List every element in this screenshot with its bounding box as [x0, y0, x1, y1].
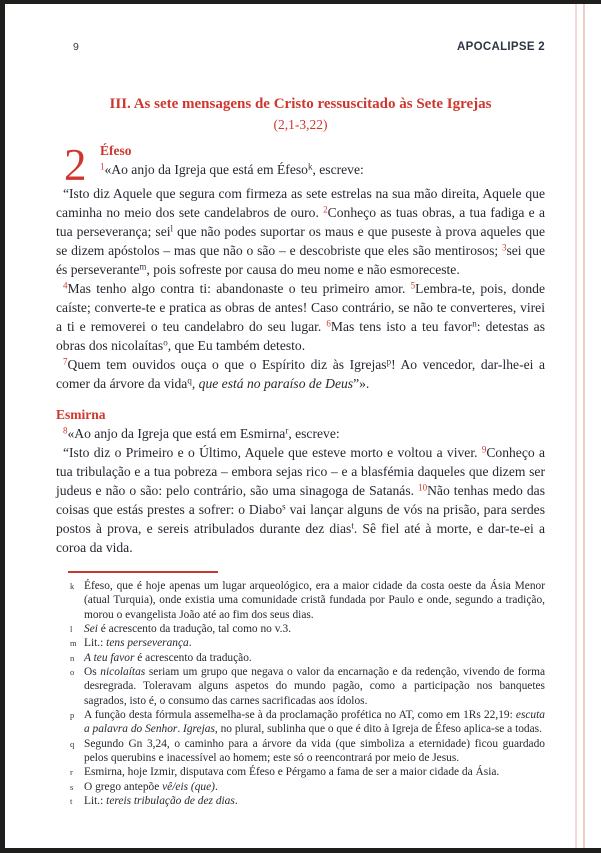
- footnote: [56, 780, 545, 794]
- chapter-number: 2: [64, 140, 87, 190]
- footnote-marker: l: [70, 624, 73, 635]
- church-heading-efeso: Éfeso: [100, 143, 132, 158]
- footnote-marker: o: [70, 667, 75, 678]
- page-body: [56, 95, 545, 557]
- running-head-title: APOCALIPSE 2: [457, 41, 545, 53]
- verse-opening-esmirna: $^8$«Ao anjo da Igreja que está em Esmirna$^r$, escreve:: [63, 425, 340, 441]
- footnote-separator-rule: [68, 571, 218, 573]
- chapter-opening: [56, 140, 545, 190]
- section-title: III. As sete mensagens de Cristo ressuscitado às Sete Igrejas: [109, 96, 492, 112]
- paragraph: $^7$Quem tem ouvidos ouça o que o Espírito diz às Igrejas$^p$! Ao vencedor, dar-lhe-ei a comer da árvore da vida$^q$, que está no paraíso de Deus”».: [56, 356, 545, 391]
- footnote-marker: k: [70, 581, 75, 591]
- footnote-text: Éfeso, que é hoje apenas um lugar arqueológico, era a maior cidade da costa oeste da Ásia Menor (atual Turquia), onde existia uma comunidade cristã fundada por Paulo e onde, segundo a tradição, morou o evangelista João até ao fim dos seus dias.: [84, 580, 545, 621]
- footnote-text: Os nicolaítas seriam um grupo que negava o valor da encarnação e da redenção, vivendo de forma desregrada. Toleravam alguns aspetos do mundo pagão, como a participação nos banquetes sagrados, isto é, o consumo das carnes sacrificadas aos ídolos.: [84, 666, 546, 707]
- footnote-text: Lit.: tereis tribulação de dez dias.: [84, 795, 238, 808]
- footnote: [56, 579, 545, 622]
- footnote: [56, 665, 545, 708]
- footnote-marker: t: [70, 796, 73, 807]
- paragraph: “Isto diz Aquele que segura com firmeza as sete estrelas na sua mão direita, Aquele que caminha no meio dos sete candelabros de ouro. $^2$Conheço as tuas obras, a tua fadiga e a tua perseverança; sei$^l$ que não podes suportar os maus e que puseste à prova aqueles que se dizem apóstolos – mas que não o são – e descobriste que eles são mentirosos; $^3$sei que és perseverante$^m$, pois sofreste por causa do meu nome e não esmoreceste.: [56, 186, 545, 277]
- footnote-text: Lit.: tens perseverança.: [84, 637, 192, 650]
- running-header: [56, 41, 545, 53]
- footnote-marker: q: [70, 738, 75, 749]
- page-number: 9: [73, 41, 79, 53]
- footnote-marker: p: [70, 710, 75, 721]
- footnote: [56, 651, 545, 665]
- footnote-marker: r: [70, 767, 73, 778]
- footnote: [56, 708, 545, 737]
- footnote-text: A função desta fórmula assemelha-se à da proclamação profética no AT, como em 1Rs 22,19: escuta a palavra do Senhor. Igrejas, no plural, sublinha que o que é dito à Igreja de Éfeso aplica-se a todas.: [84, 709, 545, 736]
- footnote-text: Esmirna, hoje Izmir, disputava com Éfeso e Pérgamo a fama de ser a maior cidade da Ásia.: [84, 766, 500, 779]
- footnote-text: A teu favor é acrescento da tradução.: [84, 651, 252, 664]
- footnote-text: O grego antepõe vê/eis (que).: [84, 780, 218, 793]
- margin-rule-inner: [583, 4, 585, 848]
- footnote-text: Sei é acrescento da tradução, tal como no v.3.: [84, 623, 292, 636]
- footnote-marker: n: [70, 652, 75, 663]
- page-border-top: [0, 0, 601, 4]
- footnote: [56, 622, 545, 636]
- footnote-marker: m: [70, 638, 77, 649]
- section-verse-range: (2,1-3,22): [273, 117, 328, 132]
- footnote-marker: s: [70, 781, 74, 792]
- paragraph: “Isto diz o Primeiro e o Último, Aquele que esteve morto e voltou a viver. $^9$Conheço a tua tribulação e a tua pobreza – embora sejas rico – e a blasfémia daqueles que dizem ser judeus e não o são: pelo contrário, são uma sinagoga de Satanás. $^{10}$Não tenhas medo das coisas que estás prestes a sofrer: o Diabo$^s$ vai lançar alguns de vós na prisão, para serdes postos à prova, e sereis atribulados durante dez dias$^t$. Sê fiel até à morte, e dar-te-ei a coroa da vida.: [56, 444, 546, 555]
- margin-rule-outer: [575, 4, 577, 848]
- footnote-text: Segundo Gn 3,24, o caminho para a árvore da vida (que simboliza a eternidade) ficou guardado pelos querubins e inacessível ao homem; este só o reencontrará por meio de Jesus.: [84, 737, 545, 765]
- page-border-bottom: [0, 848, 601, 853]
- verse-opening-efeso: $^1$«Ao anjo da Igreja que está em Éfeso$^k$, escreve:: [100, 161, 364, 177]
- page-border-left: [0, 0, 5, 853]
- footnote: [56, 794, 545, 808]
- footnote: [56, 737, 545, 766]
- footnote: [56, 765, 545, 779]
- church-heading-esmirna: Esmirna: [56, 407, 106, 422]
- footnotes-block: [56, 571, 545, 809]
- paragraph: $^4$Mas tenho algo contra ti: abandonaste o teu primeiro amor. $^5$Lembra-te, pois, donde caíste; converte-te e pratica as obras de antes! Caso contrário, se não te converteres, virei a ti e removerei o teu candelabro do seu lugar. $^6$Mas tens isto a teu favor$^n$: detestas as obras dos nicolaítas$^o$, que Eu também detesto.: [56, 280, 545, 353]
- footnote: [56, 636, 545, 650]
